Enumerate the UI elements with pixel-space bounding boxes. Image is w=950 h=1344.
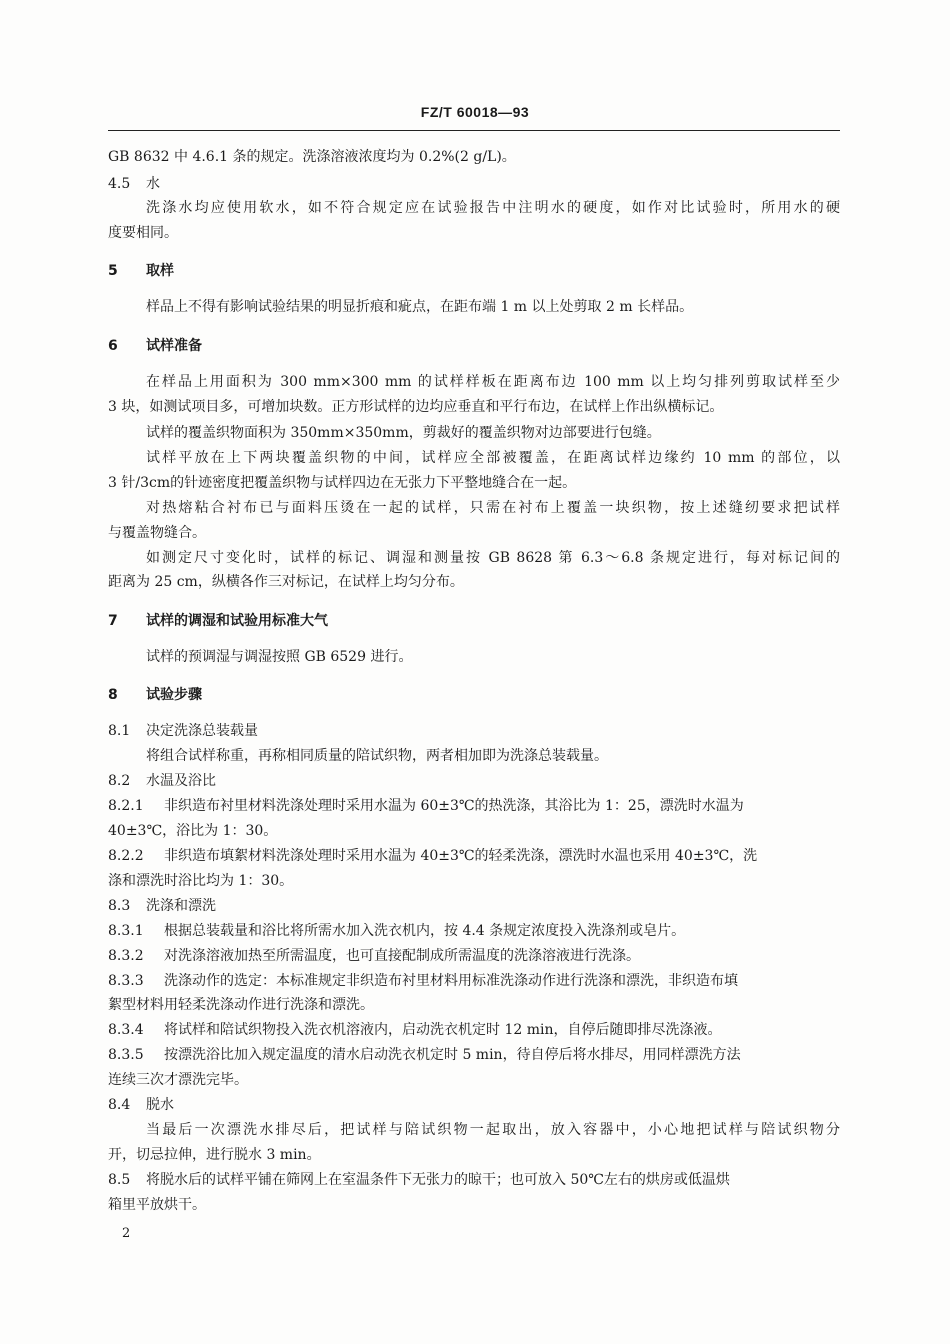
text-line: 箱里平放烘干。	[108, 1197, 206, 1213]
clause-8-3-2: 8.3.2 对洗涤溶液加热至所需温度，也可直接配制成所需温度的洗涤溶液进行洗涤。	[108, 948, 640, 964]
clause-heading-8-1: 8.1 决定洗涤总装载量	[108, 723, 258, 739]
clause-8-3-5: 8.3.5 按漂洗浴比加入规定温度的清水启动洗衣机定时 5 min，待自停后将水排尽，用同样漂洗方法	[108, 1047, 741, 1063]
text-line: 3 针/3cm的针迹密度把覆盖织物与试样四边在无张力下平整地缝合在一起。	[108, 475, 577, 491]
clause-8-3-3: 8.3.3 洗涤动作的选定：本标准规定非织造布衬里材料用标准洗涤动作进行洗涤和漂洗，非织造布填	[108, 973, 738, 989]
clause-heading-8-3: 8.3 洗涤和漂洗	[108, 898, 216, 914]
text-line: 洗涤水均应使用软水，如不符合规定应在试验报告中注明水的硬度，如作对比试验时，所用水的硬	[146, 200, 840, 216]
section-heading-5: 5 取样	[108, 263, 174, 279]
text-line: 距离为 25 cm，纵横各作三对标记，在试样上均匀分布。	[108, 574, 464, 590]
text-line: 与覆盖物缝合。	[108, 525, 206, 541]
text-line: 当最后一次漂洗水排尽后，把试样与陪试织物一起取出，放入容器中，小心地把试样与陪试织物分	[146, 1122, 840, 1138]
clause-heading-8-2: 8.2 水温及浴比	[108, 773, 216, 789]
section-heading-7: 7 试样的调湿和试验用标准大气	[108, 613, 328, 629]
clause-heading-8-4: 8.4 脱水	[108, 1097, 174, 1113]
text-line: 絮型材料用轻柔洗涤动作进行洗涤和漂洗。	[108, 997, 374, 1013]
text-line: 度要相同。	[108, 225, 178, 241]
section-heading-8: 8 试验步骤	[108, 687, 202, 703]
text-line: 试样平放在上下两块覆盖织物的中间，试样应全部被覆盖，在距离试样边缘约 10 mm 的部位，以	[146, 450, 840, 466]
page-number: 2	[122, 1226, 131, 1241]
text-line: 在样品上用面积为 300 mm×300 mm 的试样样板在距离布边 100 mm 以上均匀排列剪取试样至少	[146, 374, 840, 390]
document-header: FZ/T 60018—93	[420, 104, 530, 120]
text-line: 连续三次才漂洗完毕。	[108, 1072, 248, 1088]
text-line: 涤和漂洗时浴比均为 1：30。	[108, 873, 294, 889]
text-line: GB 8632 中 4.6.1 条的规定。洗涤溶液浓度均为 0.2%(2 g/L)。	[108, 149, 516, 165]
text-line: 试样的预调湿与调湿按照 GB 6529 进行。	[146, 649, 413, 665]
clause-8-3-4: 8.3.4 将试样和陪试织物投入洗衣机溶液内，启动洗衣机定时 12 min，自停后随即排尽洗涤液。	[108, 1022, 722, 1038]
section-heading-6: 6 试样准备	[108, 338, 202, 354]
text-line: 如测定尺寸变化时，试样的标记、调湿和测量按 GB 8628 第 6.3～6.8 条规定进行，每对标记间的	[146, 550, 840, 566]
clause-heading-4-5: 4.5 水	[108, 176, 160, 192]
text-line: 40±3℃，浴比为 1：30。	[108, 823, 278, 839]
header-rule	[108, 130, 840, 131]
clause-8-5: 8.5 将脱水后的试样平铺在筛网上在室温条件下无张力的晾干；也可放入 50℃左右的烘房或低温烘	[108, 1172, 730, 1188]
text-line: 试样的覆盖织物面积为 350mm×350mm，剪裁好的覆盖织物对边部要进行包缝。	[146, 425, 661, 441]
text-line: 3 块，如测试项目多，可增加块数。正方形试样的边均应垂直和平行布边，在试样上作出纵横标记。	[108, 399, 724, 415]
text-line: 开，切忌拉伸，进行脱水 3 min。	[108, 1147, 321, 1163]
clause-8-3-1: 8.3.1 根据总装载量和浴比将所需水加入洗衣机内，按 4.4 条规定浓度投入洗涤剂或皂片。	[108, 923, 686, 939]
clause-8-2-2: 8.2.2 非织造布填絮材料洗涤处理时采用水温为 40±3℃的轻柔洗涤，漂洗时水温也采用 40±3℃，洗	[108, 848, 758, 864]
text-line: 样品上不得有影响试验结果的明显折痕和疵点，在距布端 1 m 以上处剪取 2 m 长样品。	[146, 299, 694, 315]
text-line: 对热熔粘合衬布已与面料压烫在一起的试样，只需在衬布上覆盖一块织物，按上述缝纫要求把试样	[146, 500, 840, 516]
clause-8-2-1: 8.2.1 非织造布衬里材料洗涤处理时采用水温为 60±3℃的热洗涤，其浴比为 1：25，漂洗时水温为	[108, 798, 744, 814]
text-line: 将组合试样称重，再称相同质量的陪试织物，两者相加即为洗涤总装载量。	[146, 748, 608, 764]
